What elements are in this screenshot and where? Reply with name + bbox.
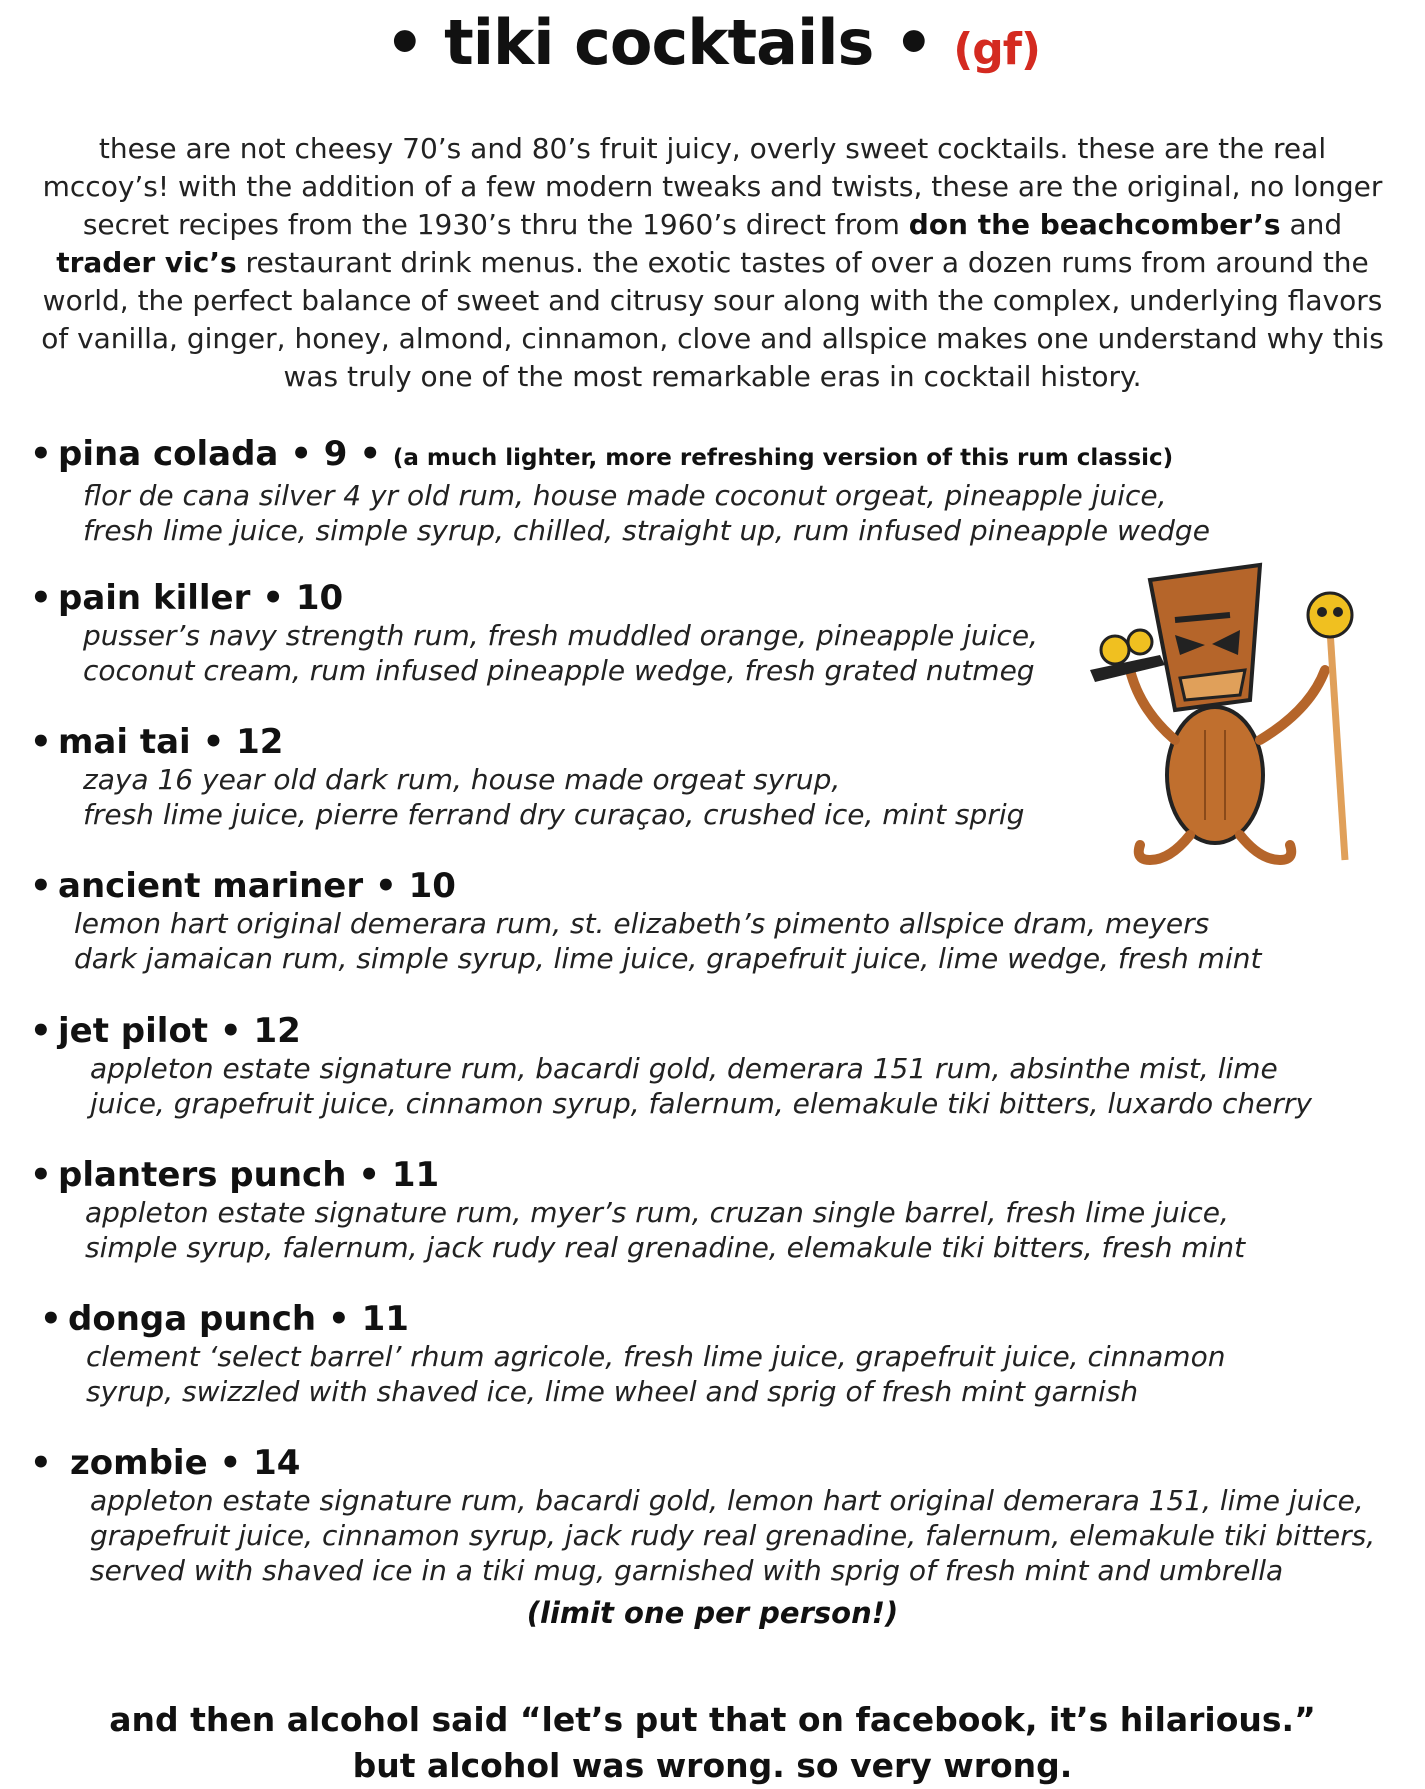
item-bullet: • <box>30 1443 52 1483</box>
item-bullet: • <box>30 434 52 474</box>
menu-item-jet-pilot <box>30 1011 1390 1121</box>
item-name: jet pilot <box>58 1011 209 1051</box>
item-separator: • <box>202 722 225 762</box>
tiki-body <box>1167 707 1263 843</box>
intro-paragraph <box>40 130 1385 396</box>
tiki-drink <box>1128 630 1152 654</box>
item-separator: • <box>219 1011 242 1051</box>
gluten-free-tag: (gf) <box>953 24 1041 75</box>
footer-joke <box>0 1697 1425 1789</box>
item-description: appleton estate signature rum, bacardi gold, demerara 151 rum, absinthe mist, lime juice, grapefruit juice, cinnamon syrup, falernum, elemakule tiki bitters, luxardo cherry <box>90 1052 1312 1120</box>
tiki-skull <box>1308 593 1352 637</box>
item-description: pusser’s navy strength rum, fresh muddled orange, pineapple juice, coconut cream, rum infused pineapple wedge, fresh grated nutmeg <box>83 619 1038 687</box>
item-description: appleton estate signature rum, bacardi gold, lemon hart original demerara 151, lime juice, grapefruit juice, cinnamon syrup, jack rudy real grenadine, falernum, elemakule tiki bitters, served with shaved ice in a tiki mug, garnished with sprig of fresh mint and umbrella <box>90 1484 1376 1587</box>
item-price: 14 <box>253 1443 301 1483</box>
intro-bold-don: don the beachcomber’s <box>908 208 1281 241</box>
item-bullet: • <box>40 1299 62 1339</box>
item-name: pain killer <box>58 578 251 618</box>
title-text: tiki cocktails <box>444 6 874 79</box>
tiki-arm-right <box>1260 670 1325 740</box>
item-price: 10 <box>295 578 344 618</box>
title-bullet-right: • <box>893 6 933 79</box>
tiki-skull-eye <box>1333 607 1343 617</box>
item-description: lemon hart original demerara rum, st. elizabeth’s pimento allspice dram, meyers dark jamaican rum, simple syrup, lime juice, grapefruit juice, lime wedge, fresh mint <box>74 907 1262 975</box>
intro-text-1: these are not cheesy 70’s and 80’s fruit juicy, overly sweet cocktails. these are the real mccoy’s! with the addition of a few modern tweaks and twists, these are the original, no longer secret recipes from the 1930’s thru the 1960’s direct from <box>42 132 1383 241</box>
item-note: (a much lighter, more refreshing version of this rum classic) <box>392 445 1174 471</box>
item-bullet: • <box>30 1155 52 1195</box>
item-separator: • <box>374 866 397 906</box>
item-name: mai tai <box>58 722 191 762</box>
tiki-leg-right <box>1240 835 1291 860</box>
item-bullet: • <box>30 866 52 906</box>
intro-text-3: restaurant drink menus. the exotic tastes of over a dozen rums from around the world, the perfect balance of sweet and citrusy sour along with the complex, underlying flavors of vanilla, ginger, honey, almond, cinnamon, clove and allspice makes one understand why this was truly one of the most remarkable eras in cocktail history. <box>41 246 1384 393</box>
item-name: planters punch <box>58 1155 347 1195</box>
limit-note: (limit one per person!) <box>526 1596 899 1630</box>
item-price: 10 <box>408 866 456 906</box>
item-bullet: • <box>30 1011 52 1051</box>
item-separator: • <box>290 434 312 474</box>
tiki-staff <box>1330 630 1345 860</box>
title-bullet-left: • <box>384 6 424 79</box>
menu-item-planters-punch <box>30 1155 1390 1265</box>
menu-item-donga-punch <box>40 1299 1400 1409</box>
item-name: donga punch <box>68 1299 317 1339</box>
menu-item-pina-colada <box>30 434 1390 548</box>
footer-line-2: but alcohol was wrong. so very wrong. <box>352 1746 1073 1785</box>
item-name: ancient mariner <box>58 866 364 906</box>
item-separator: • <box>359 434 382 474</box>
intro-text-2: and <box>1280 208 1343 241</box>
tiki-skull-eye <box>1317 607 1327 617</box>
intro-bold-trader: trader vic’s <box>56 246 237 279</box>
item-name: pina colada <box>58 434 279 474</box>
item-description: zaya 16 year old dark rum, house made orgeat syrup, fresh lime juice, pierre ferrand dry curaçao, crushed ice, mint sprig <box>83 763 1025 831</box>
item-description: flor de cana silver 4 yr old rum, house made coconut orgeat, pineapple juice, fresh lime juice, simple syrup, chilled, straight up, rum infused pineapple wedge <box>83 479 1210 547</box>
tiki-figure-illustration <box>1080 560 1400 890</box>
item-separator: • <box>358 1155 380 1195</box>
item-separator: • <box>219 1443 242 1483</box>
item-price: 9 <box>323 434 348 474</box>
item-bullet: • <box>30 722 52 762</box>
item-name: zombie <box>70 1443 208 1483</box>
item-description: clement ‘select barrel’ rhum agricole, fresh lime juice, grapefruit juice, cinnamon syrup, swizzled with shaved ice, lime wheel and sprig of fresh mint garnish <box>86 1340 1226 1408</box>
menu-item-zombie <box>30 1443 1390 1588</box>
item-bullet: • <box>30 578 52 618</box>
tiki-leg-left <box>1139 835 1190 860</box>
footer-line-1: and then alcohol said “let’s put that on facebook, it’s hilarious.” <box>109 1700 1316 1739</box>
item-price: 11 <box>391 1155 440 1195</box>
item-price: 11 <box>361 1299 409 1339</box>
menu-title <box>0 6 1425 79</box>
item-separator: • <box>327 1299 350 1339</box>
tiki-drink <box>1101 636 1129 664</box>
item-price: 12 <box>253 1011 301 1051</box>
item-price: 12 <box>236 722 284 762</box>
item-separator: • <box>262 578 284 618</box>
item-description: appleton estate signature rum, myer’s rum, cruzan single barrel, fresh lime juice, simple syrup, falernum, jack rudy real grenadine, elemakule tiki bitters, fresh mint <box>85 1196 1246 1264</box>
